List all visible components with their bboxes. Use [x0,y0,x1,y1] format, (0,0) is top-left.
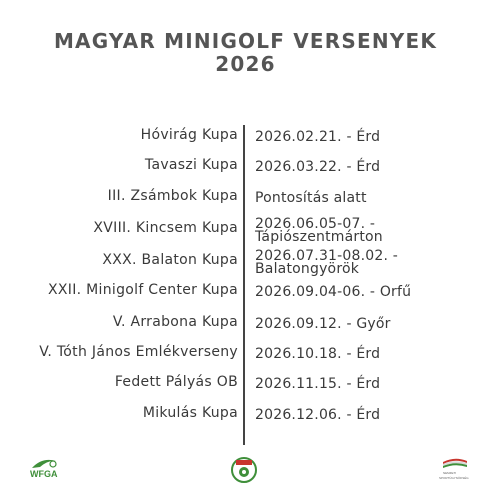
event-info-line-2: Tápiószentmárton [255,229,383,245]
event-row [0,314,491,336]
event-name: XXII. Minigolf Center Kupa [48,282,238,298]
event-info [255,215,383,244]
event-name: V. Tóth János Emlékverseny [39,344,238,360]
event-info-line-1: 2026.06.05-07. - [255,216,376,232]
event-row [0,248,491,277]
title-line-2: 2026 [215,52,276,76]
event-row [0,127,491,149]
wfga-logo [28,455,68,481]
event-name: XVIII. Kincsem Kupa [93,220,238,236]
emblem-logo [230,455,258,485]
event-info: 2026.12.06. - Érd [255,407,381,423]
event-name: XXX. Balaton Kupa [102,252,238,268]
agency-text-line-2: SPORTÜGYNÖKSÉG [439,476,469,480]
event-row [0,405,491,427]
title-line-1: MAGYAR MINIGOLF VERSENYEK [53,29,438,53]
event-info: Pontosítás alatt [255,190,367,206]
event-row [0,344,491,366]
event-info: 2026.09.12. - Győr [255,316,391,332]
flag-wave-icon [437,456,473,470]
event-info: 2026.03.22. - Érd [255,159,381,175]
agency-text-line-1: NEMZETI [443,471,457,475]
event-name: III. Zsámbok Kupa [107,188,238,204]
event-name: Fedett Pályás OB [114,374,238,390]
event-info: 2026.11.15. - Érd [255,376,381,392]
event-row [0,216,491,245]
event-row [0,282,491,304]
event-info [255,247,398,276]
event-info: 2026.09.04-06. - Orfű [255,284,412,300]
event-name: Mikulás Kupa [142,405,238,421]
event-name: V. Arrabona Kupa [112,314,238,330]
event-info: 2026.10.18. - Érd [255,346,381,362]
wfga-emblem-icon [230,455,258,485]
sport-agency-logo [437,455,473,485]
event-row [0,157,491,179]
event-info: 2026.02.21. - Érd [255,129,381,145]
event-name: Tavaszi Kupa [144,157,238,173]
event-info-line-2: Balatongyörök [255,261,360,277]
page-title [0,30,491,76]
event-row [0,374,491,396]
wfga-logo-text: WFGA [30,469,58,479]
event-info-line-1: 2026.07.31-08.02. - [255,248,399,264]
event-name: Hóvirág Kupa [140,127,238,143]
event-row [0,188,491,210]
